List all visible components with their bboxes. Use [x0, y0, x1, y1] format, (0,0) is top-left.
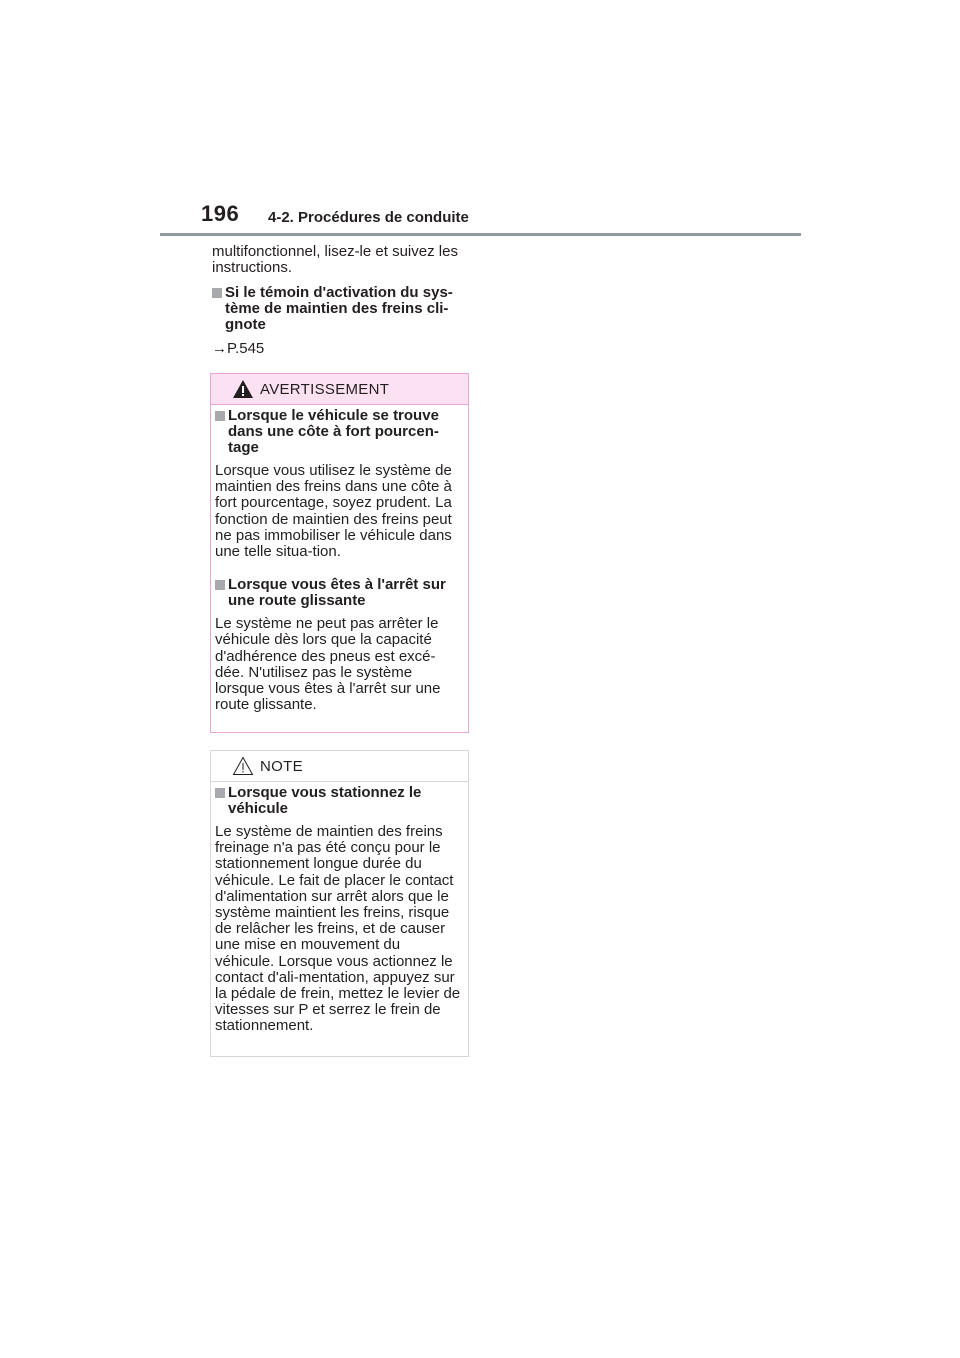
- caution-triangle-icon: [232, 756, 254, 776]
- page-reference-text: P.545: [227, 340, 265, 357]
- page-number: 196: [201, 201, 240, 226]
- intro-paragraph: multifonctionnel, lisez-le et suivez les instructions.: [212, 243, 458, 276]
- warning-item-heading: [215, 408, 463, 456]
- warning-content: [215, 408, 463, 713]
- note-item-heading-text: Lorsque vous stationnez le véhicule: [228, 784, 422, 817]
- note-header: [211, 751, 468, 782]
- warning-header: [211, 374, 468, 405]
- bullet-square-icon: [215, 788, 225, 798]
- note-box: [210, 750, 469, 1057]
- page-reference[interactable]: [212, 340, 264, 357]
- section-title: 4-2. Procédures de conduite: [268, 209, 469, 226]
- warning-triangle-icon: [232, 379, 254, 399]
- note-item-heading: [215, 785, 463, 817]
- warning-title: AVERTISSEMENT: [260, 381, 390, 398]
- note-item-text: Le système de maintien des freins freinage n'a pas été conçu pour le stationnement longue durée du véhicule. Le fait de placer le contact d'alimentation sur arrêt alors que le système maintient les freins, risque de relâcher les freins, et de causer une mise en mouvement du véhicule. Lorsque vous actionnez le contact d'ali-mentation, appuyez sur la pédale de frein, mettez le levier de vitesses sur P et serrez le frein de stationnement.: [215, 823, 461, 1035]
- warning-box: [210, 373, 469, 733]
- bullet-square-icon: [212, 288, 222, 298]
- warning-item-text: Le système ne peut pas arrêter le véhicule dès lors que la capacité d'adhérence des pneus est excé-dée. N'utilisez pas le système lorsque vous êtes à l'arrêt sur une route glissante.: [215, 615, 441, 714]
- warning-item-heading-text: Lorsque le véhicule se trouve dans une côte à fort pourcen-tage: [228, 407, 439, 456]
- arrow-right-icon: →: [212, 340, 227, 357]
- header-divider: [160, 233, 801, 236]
- warning-item-heading: [215, 577, 463, 609]
- section-heading-text: Si le témoin d'activation du sys-tème de maintien des freins cli-gnote: [225, 284, 453, 333]
- note-title: NOTE: [260, 758, 303, 775]
- warning-item-text: Lorsque vous utilisez le système de maintien des freins dans une côte à fort pourcentage, soyez prudent. La fonction de maintien des freins peut ne pas immobiliser le véhicule dans une telle situa-tion.: [215, 462, 452, 561]
- note-content: [215, 785, 463, 1035]
- bullet-square-icon: [215, 580, 225, 590]
- section-heading: [212, 285, 476, 333]
- warning-item-heading-text: Lorsque vous êtes à l'arrêt sur une route glissante: [228, 576, 446, 610]
- bullet-square-icon: [215, 411, 225, 421]
